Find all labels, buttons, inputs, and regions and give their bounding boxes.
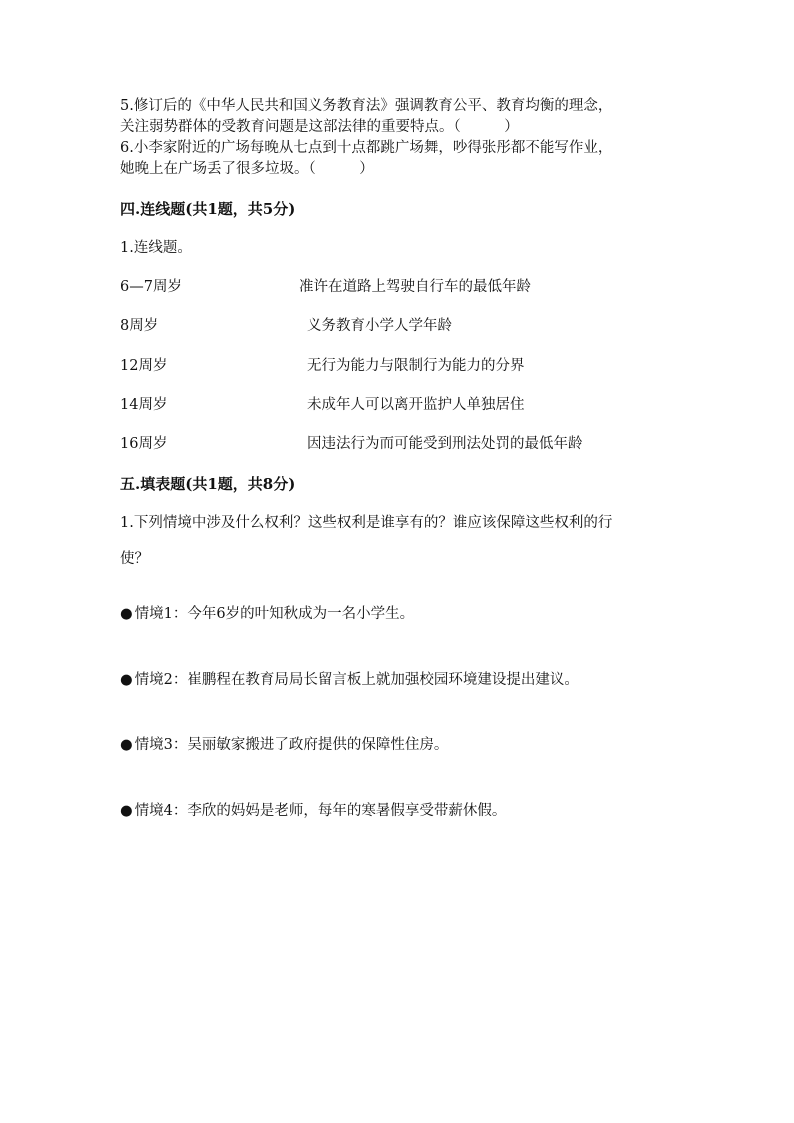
section-4-question: 1.连线题。 [120,240,192,256]
match-left-5: 16周岁 [120,436,168,452]
match-left-2: 8周岁 [120,318,159,334]
situation-text: 情境3：吴丽敏家搬进了政府提供的保障性住房。 [134,737,449,753]
q6-line-1: 6.小李家附近的广场每晚从七点到十点都跳广场舞，吵得张彤都不能写作业， [120,140,613,156]
section-4-heading: 四.连线题(共1题，共5分) [120,200,296,218]
section-5-question-line-2: 使？ [120,551,149,567]
match-right-5: 因违法行为而可能受到刑法处罚的最低年龄 [307,436,583,452]
situation-4 [120,801,506,821]
bullet-icon: ● [120,737,133,753]
match-right-3: 无行为能力与限制行为能力的分界 [307,358,525,374]
q6-line-2: 她晚上在广场丢了很多垃圾。（ ） [120,161,374,177]
match-left-3: 12周岁 [120,358,168,374]
bullet-icon: ● [120,803,133,819]
section-5-question-line-1: 1.下列情境中涉及什么权利？这些权利是谁享有的？谁应该保障这些权利的行 [120,515,613,531]
match-left-4: 14周岁 [120,397,168,413]
section-5-heading: 五.填表题(共1题，共8分) [120,475,296,493]
situation-text: 情境1：今年6岁的叶知秋成为一名小学生。 [134,606,415,622]
situation-2 [120,670,579,690]
match-left-1: 6—7周岁 [120,279,182,295]
match-right-4: 未成年人可以离开监护人单独居住 [307,397,525,413]
match-right-1: 准许在道路上驾驶自行车的最低年龄 [299,279,531,295]
situation-text: 情境4：李欣的妈妈是老师，每年的寒暑假享受带薪休假。 [134,803,507,819]
situation-3 [120,735,448,755]
bullet-icon: ● [120,672,133,688]
match-right-2: 义务教育小学人学年龄 [307,318,452,334]
situation-1 [120,604,414,624]
q5-line-2: 关注弱势群体的受教育问题是这部法律的重要特点。（ ） [120,119,519,135]
q5-line-1: 5.修订后的《中华人民共和国义务教育法》强调教育公平、教育均衡的理念， [120,98,613,114]
bullet-icon: ● [120,606,133,622]
situation-text: 情境2：崔鹏程在教育局局长留言板上就加强校园环境建设提出建议。 [134,672,579,688]
